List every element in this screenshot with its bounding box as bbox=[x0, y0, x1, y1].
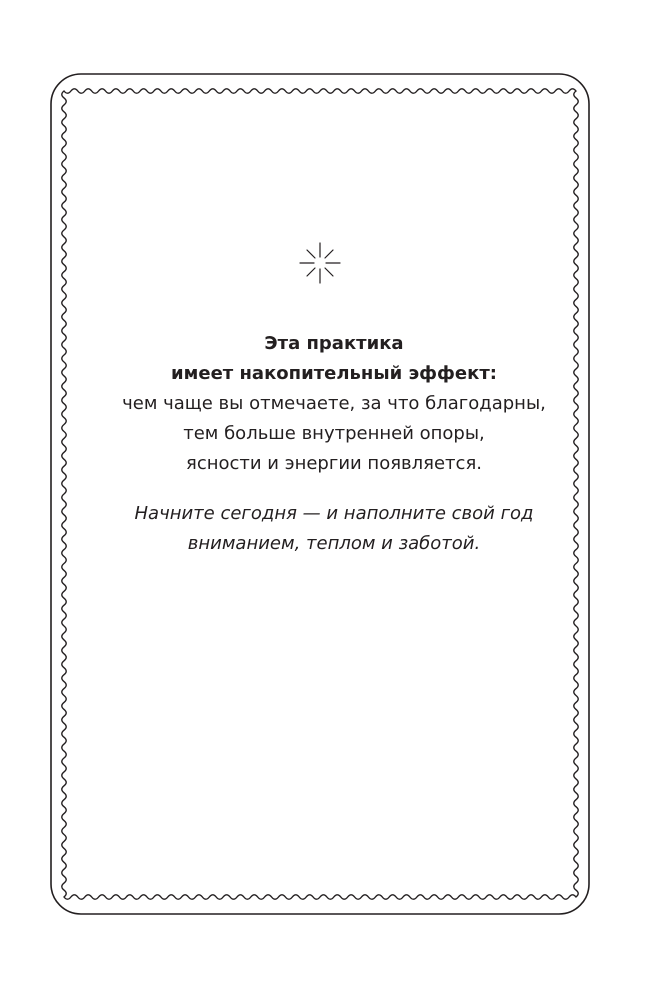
body-line-1: чем чаще вы отмечаете, за что благодарны, bbox=[122, 393, 546, 414]
body-line-3: ясности и энергии появляется. bbox=[185, 453, 482, 474]
page-text bbox=[80, 329, 588, 559]
paragraph-spacer bbox=[80, 479, 588, 499]
heading-line-1: Эта практика bbox=[264, 333, 404, 354]
closing-line-2: вниманием, теплом и заботой. bbox=[187, 533, 481, 554]
sparkle-burst-icon bbox=[299, 242, 341, 284]
closing-line-1: Начните сегодня — и наполните свой год bbox=[134, 503, 534, 524]
body-line-2: тем больше внутренней опоры, bbox=[183, 423, 485, 444]
heading-line-2: имеет накопительный эффект: bbox=[171, 363, 497, 384]
